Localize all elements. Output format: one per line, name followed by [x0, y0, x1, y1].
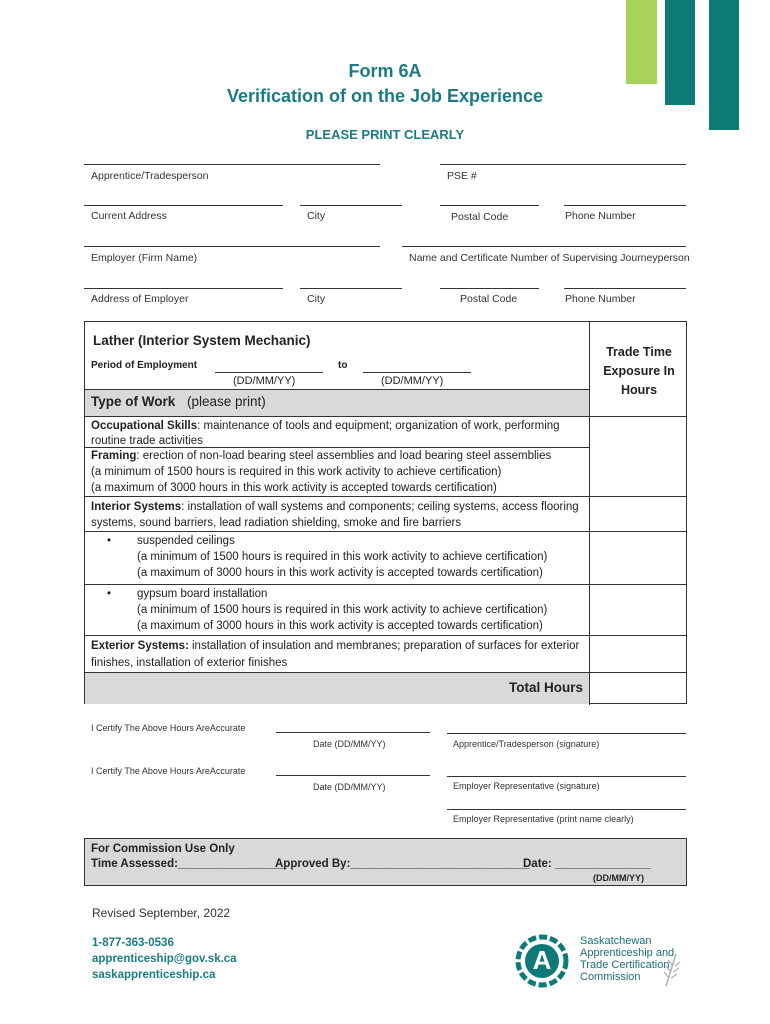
employer-print-name-line[interactable]: [447, 809, 686, 810]
email-link[interactable]: apprenticeship@gov.sk.ca: [92, 953, 237, 965]
bullet: •: [107, 588, 112, 600]
employer-signature-label: Employer Representative (signature): [453, 781, 600, 791]
employer-line[interactable]: [84, 246, 380, 247]
form-number: Form 6A: [348, 61, 422, 81]
commission-use-box: [84, 838, 687, 886]
exposure-header-2: Exposure In: [603, 364, 675, 378]
city-label: City: [307, 210, 326, 222]
exterior-systems-label: Exterior Systems:: [91, 640, 189, 652]
apprentice-signature-line[interactable]: [447, 733, 686, 734]
framing-minimum: (a minimum of 1500 hours is required in this work activity to achieve certification): [91, 466, 502, 478]
suspended-maximum: (a maximum of 3000 hours in this work activity is accepted towards certification): [137, 567, 543, 579]
form-title: Verification of on the Job Experience: [226, 86, 544, 106]
gypsum-board: gypsum board installation: [137, 588, 268, 600]
logo-letter: A: [532, 945, 552, 975]
suspended-minimum: (a minimum of 1500 hours is required in this work activity to achieve certification): [137, 551, 548, 563]
print-instruction: PLEASE PRINT CLEARLY: [305, 127, 465, 142]
table-rule: [85, 496, 687, 497]
suspended-ceilings: suspended ceilings: [137, 535, 235, 547]
certify-date-label: Date (DD/MM/YY): [313, 739, 386, 749]
start-date-format: (DD/MM/YY): [233, 375, 296, 387]
bullet: •: [107, 535, 112, 547]
table-rule: [85, 635, 687, 636]
certify-statement: I Certify The Above Hours AreAccurate: [91, 723, 246, 733]
commission-date[interactable]: Date: _______________: [523, 858, 651, 870]
employer-city-label: City: [307, 293, 326, 305]
wheat-icon: [662, 952, 682, 988]
employer-city-line[interactable]: [300, 288, 402, 289]
trade-name: Lather (Interior System Mechanic): [93, 333, 311, 348]
exterior-systems-text-2: finishes, installation of exterior finishes: [91, 657, 288, 669]
phone-label: Phone Number: [565, 210, 636, 222]
journeyperson-line[interactable]: [402, 246, 686, 247]
certify-date-line[interactable]: [276, 732, 430, 733]
employer-phone-line[interactable]: [564, 288, 686, 289]
apprentice-label: Apprentice/Tradesperson: [91, 170, 209, 182]
logo-line-1: Saskatchewan: [580, 935, 652, 947]
interior-systems-label: Interior Systems: [91, 501, 182, 513]
logo-line-3: Trade Certification: [580, 959, 670, 971]
commission-date-format: (DD/MM/YY): [593, 873, 644, 883]
postal-code-label: Postal Code: [451, 211, 509, 223]
period-to: to: [338, 360, 348, 371]
employer-label: Employer (Firm Name): [91, 252, 198, 264]
apprentice-signature-label: Apprentice/Tradesperson (signature): [453, 739, 600, 749]
hours-table: [84, 321, 687, 704]
employer-postal-label: Postal Code: [460, 293, 518, 305]
logo-line-2: Apprenticeship and: [580, 947, 675, 959]
current-address-line[interactable]: [84, 205, 283, 206]
certify-statement-2: I Certify The Above Hours AreAccurate: [91, 766, 246, 776]
occupational-skills-text-2: routine trade activities: [91, 435, 203, 447]
phone-link[interactable]: 1-877-363-0536: [92, 937, 174, 949]
approved-by[interactable]: Approved By:____________________________: [275, 858, 530, 870]
pse-label: PSE #: [447, 170, 477, 182]
revised-date: Revised September, 2022: [92, 906, 231, 920]
employer-address-label: Address of Employer: [91, 293, 189, 305]
interior-systems-text: Interior Systems: installation of wall systems and components; ceiling systems, access flooring: [91, 501, 579, 513]
please-print-label: (please print): [187, 394, 266, 409]
website-link[interactable]: saskapprenticeship.ca: [92, 969, 216, 981]
end-date-format: (DD/MM/YY): [381, 375, 444, 387]
framing-label: Framing: [91, 450, 137, 462]
current-address-label: Current Address: [91, 210, 167, 222]
table-rule: [85, 584, 687, 585]
sat-commission-logo-icon: [508, 932, 576, 990]
apprentice-line[interactable]: [84, 164, 380, 165]
exposure-header-1: Trade Time: [606, 345, 672, 359]
postal-code-line[interactable]: [440, 205, 539, 206]
gypsum-maximum: (a maximum of 3000 hours in this work activity is accepted towards certification): [137, 620, 543, 632]
framing-maximum: (a maximum of 3000 hours in this work activity is accepted towards certification): [91, 482, 497, 494]
journeyperson-label: Name and Certificate Number of Supervising Journeyperson: [409, 252, 690, 264]
interior-systems-text-2: systems, sound barriers, lead radiation shielding, smoke and fire barriers: [91, 517, 462, 529]
employer-postal-line[interactable]: [440, 288, 539, 289]
table-rule: [85, 531, 687, 532]
employer-date-label: Date (DD/MM/YY): [313, 782, 386, 792]
occupational-skills-text: Occupational Skills: maintenance of tools and equipment; organization of work, performing: [91, 420, 560, 432]
table-column-divider: [589, 322, 590, 705]
total-hours-label: Total Hours: [509, 680, 583, 695]
employer-signature-line[interactable]: [447, 776, 686, 777]
table-rule: [85, 389, 589, 390]
time-assessed[interactable]: Time Assessed:_________________: [91, 858, 287, 870]
city-line[interactable]: [300, 205, 402, 206]
phone-line[interactable]: [564, 205, 686, 206]
exterior-systems-text: Exterior Systems: installation of insulation and membranes; preparation of surfaces for exterior: [91, 640, 580, 652]
employer-phone-label: Phone Number: [565, 293, 636, 305]
exposure-header-3: Hours: [620, 383, 658, 397]
logo-text: [580, 935, 674, 983]
period-label: Period of Employment: [91, 360, 198, 371]
logo-line-4: Commission: [580, 971, 641, 983]
employer-print-name-label: Employer Representative (print name clearly): [453, 814, 634, 824]
gypsum-minimum: (a minimum of 1500 hours is required in this work activity to achieve certification): [137, 604, 548, 616]
occupational-skills-label: Occupational Skills: [91, 420, 198, 432]
commission-title: For Commission Use Only: [91, 843, 235, 855]
employer-date-line[interactable]: [276, 775, 430, 776]
employer-address-line[interactable]: [84, 288, 283, 289]
framing-text: Framing: erection of non-load bearing steel assemblies and load bearing steel assemblies: [91, 450, 552, 462]
type-of-work-label: Type of Work: [91, 394, 176, 409]
table-rule: [85, 416, 687, 417]
pse-line[interactable]: [440, 164, 686, 165]
